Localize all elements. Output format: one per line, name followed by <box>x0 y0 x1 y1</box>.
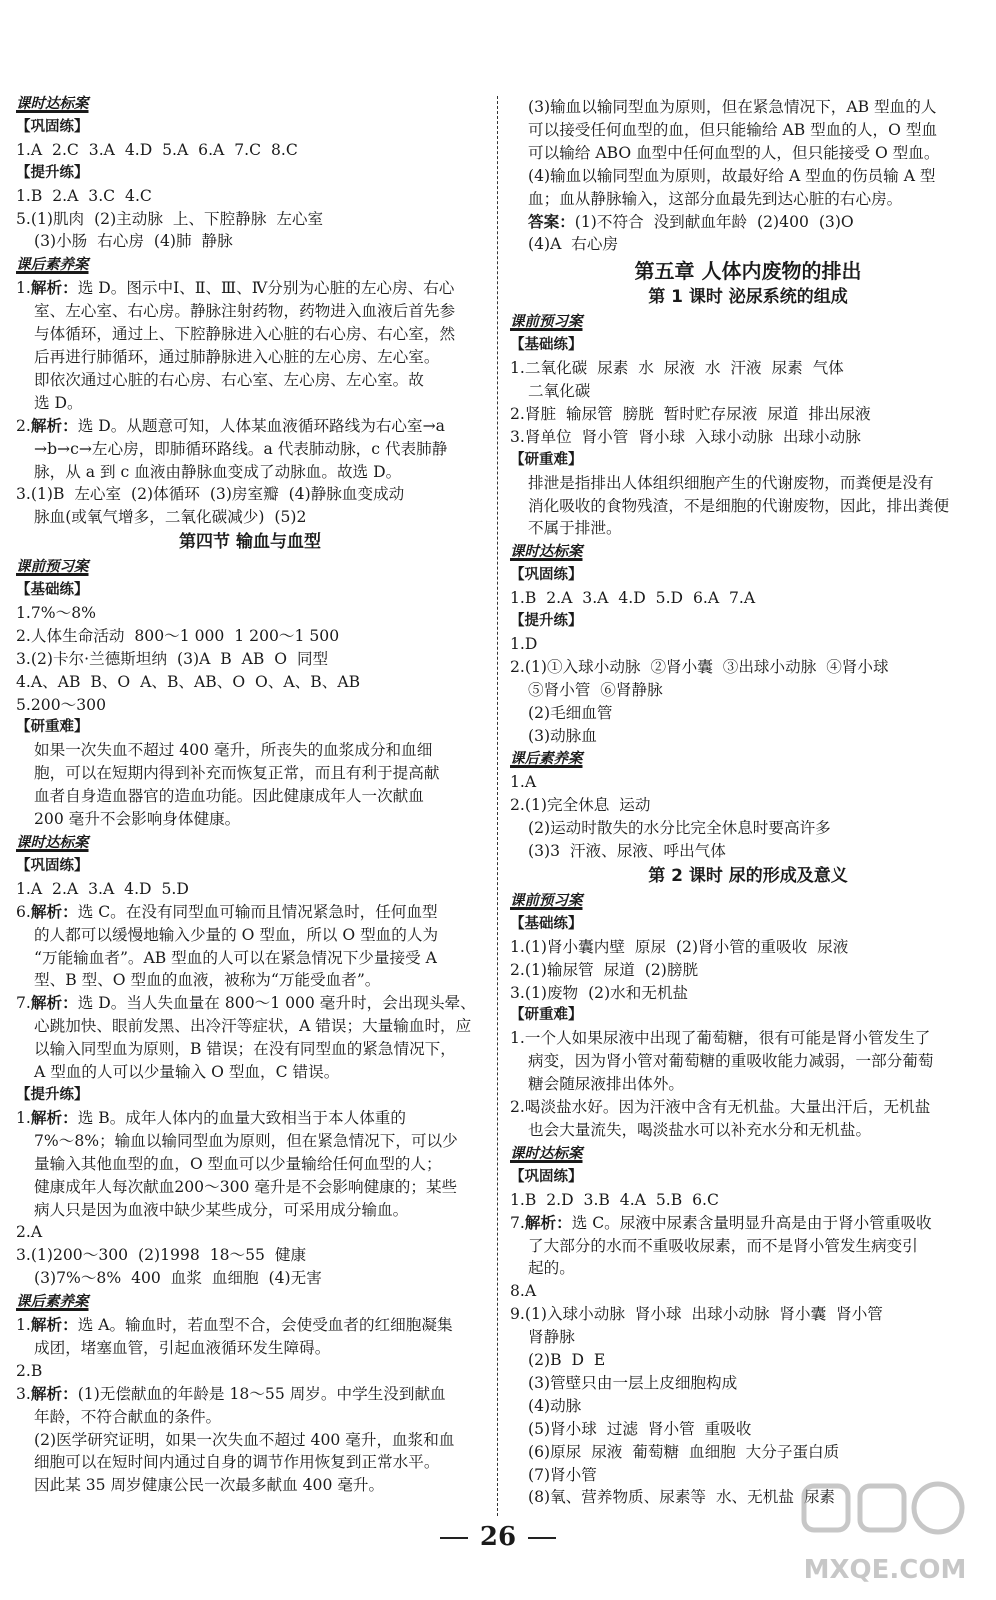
text-line: 2.(1)输尿管 尿道 (2)膀胱 <box>510 960 699 979</box>
text-line: (2)医学研究证明，如果一次失血不超过 400 毫升，血浆和血 <box>34 1430 455 1449</box>
text-line: 2.A <box>16 1223 43 1242</box>
text-line: 血者自身造血器官的造血功能。因此健康成年人一次献血 <box>34 787 424 806</box>
text-line: (3)输血以输同型血为原则，但在紧急情况下，AB 型血的人 <box>528 98 937 116</box>
text-line: 选 D。 <box>34 393 83 412</box>
text-line: “万能输血者”。AB 型血的人可以在紧急情况下少量接受 A <box>34 948 437 967</box>
text-line: (3)管壁只由一层上皮细胞构成 <box>528 1373 738 1392</box>
answer-key-label: 解析： <box>524 1212 572 1232</box>
text-line: 胞，可以在短期内得到补充而恢复正常，而且有利于提高献 <box>34 764 440 783</box>
text-line: 1.A 2.A 3.A 4.D 5.D <box>16 879 189 898</box>
text-line: 即依次通过心脏的右心房、右心室、左心房、左心室。故 <box>34 370 424 389</box>
text-line: (3)7%～8% 400 血浆 血细胞 (4)无害 <box>34 1269 322 1288</box>
answer-key-label: 解析： <box>30 1315 78 1335</box>
text-line: 1.7%～8% <box>16 603 96 622</box>
text-line: 3.解析：(1)无偿献血的年龄是 18～55 周岁。中学生没到献血 <box>16 1383 446 1403</box>
text-line: 心跳加快、眼前发黑、出冷汗等症状，A 错误；大量输血时，应 <box>34 1017 472 1036</box>
section-header: 课时达标案 <box>16 835 89 851</box>
text-line: 糖会随尿液排出体外。 <box>528 1075 684 1094</box>
text-line: 1.A 2.C 3.A 4.D 5.A 6.A 7.C 8.C <box>16 140 298 159</box>
text-line: 1.解析：选 A。输血时，若血型不合，会使受血者的红细胞凝集 <box>16 1315 453 1335</box>
text-line: 后再进行肺循环，通过肺静脉进入心脏的左心房、左心室。 <box>34 347 440 366</box>
text-line: 2.解析：选 D。从题意可知，人体某血液循环路线为右心室→a <box>16 415 445 435</box>
text-line: 脉，从 a 到 c 血液由静脉血变成了动脉血。故选 D。 <box>34 462 402 481</box>
right-column <box>510 96 986 1509</box>
text-line: (2)运动时散失的水分比完全休息时要高许多 <box>528 819 831 838</box>
answer-key-label: 解析： <box>30 901 78 921</box>
text-line: 了大部分的水而不重吸收尿素，而不是肾小管发生病变引 <box>528 1236 918 1255</box>
text-line: 2.B <box>16 1361 43 1380</box>
subsection-label: 【提升练】 <box>16 164 89 181</box>
text-line: 答案：(1)不符合 没到献血年龄 (2)400 (3)O <box>528 211 854 231</box>
text-line: 消化吸收的食物残渣，不是细胞的代谢废物，因此，排出粪便 <box>528 496 950 515</box>
text-line: 排泄是指排出人体组织细胞产生的代谢废物，而粪便是没有 <box>528 473 934 492</box>
text-line: 3.(1)200～300 (2)1998 18～55 健康 <box>16 1246 307 1265</box>
answer-key-label: 答案： <box>528 211 575 231</box>
text-line: 年龄，不符合献血的条件。 <box>34 1407 222 1426</box>
text-line: 1.B 2.A 3.A 4.D 5.D 6.A 7.A <box>510 589 756 608</box>
text-line: 3.(1)废物 (2)水和无机盐 <box>510 983 689 1002</box>
text-line: (3)小肠 右心房 (4)肺 静脉 <box>34 232 233 251</box>
subsection-label: 【基础练】 <box>510 915 583 932</box>
text-line: 病人只是因为血液中缺少某些成分，可采用成分输血。 <box>34 1200 409 1219</box>
answer-key-label: 解析： <box>30 278 78 298</box>
column-divider <box>497 96 498 1516</box>
text-line: 与体循环，通过上、下腔静脉进入心脏的右心房、右心室，然 <box>34 325 456 344</box>
text-line: 1.二氧化碳 尿素 水 尿液 水 汗液 尿素 气体 <box>510 359 844 378</box>
watermark-icon <box>800 1478 970 1588</box>
page-number: 26 <box>479 1522 517 1552</box>
text-line: 可以输给 ABO 血型中任何血型的人，但只能接受 O 型血。 <box>528 143 940 162</box>
answer-key-label: 解析： <box>30 415 78 435</box>
watermark-url: MXQE.COM <box>803 1555 967 1585</box>
text-line: 7.解析：选 C。尿液中尿素含量明显升高是由于肾小管重吸收 <box>510 1212 932 1232</box>
text-line: →b→c→左心房，即肺循环路线。a 代表肺动脉，c 代表肺静 <box>34 439 448 458</box>
text-line: 脉血(或氧气增多，二氧化碳减少) (5)2 <box>34 508 307 527</box>
text-line: A 型血的人可以少量输入 O 型血，C 错误。 <box>34 1063 340 1082</box>
answer-key-label: 解析： <box>30 1383 78 1403</box>
text-line: 3.(1)B 左心室 (2)体循环 (3)房室瓣 (4)静脉血变成动 <box>16 485 405 504</box>
text-line: 2.(1)①入球小动脉 ②肾小囊 ③出球小动脉 ④肾小球 <box>510 657 889 676</box>
text-line: 1.A <box>510 773 537 792</box>
text-line: 5.(1)肌肉 (2)主动脉 上、下腔静脉 左心室 <box>16 209 324 228</box>
text-line: (5)肾小球 过滤 肾小管 重吸收 <box>528 1419 752 1438</box>
section-header: 课前预习案 <box>510 892 583 909</box>
footer-dash-left <box>440 1537 468 1539</box>
text-line: 型、B 型、O 型血的血液，被称为“万能受血者”。 <box>34 971 381 990</box>
section-header: 课后素养案 <box>16 1294 89 1311</box>
text-line: 成团，堵塞血管，引起血液循环发生障碍。 <box>34 1338 331 1357</box>
text-line: 5.200～300 <box>16 695 106 714</box>
text-line: 3.(2)卡尔·兰德斯坦纳 (3)A B AB O 同型 <box>16 649 329 668</box>
text-line: 量输入其他血型的血，O 型血可以少量输给任何血型的人； <box>34 1154 442 1173</box>
subsection-label: 【基础练】 <box>510 337 583 354</box>
text-line: 细胞可以在短时间内通过自身的调节作用恢复到正常水平。 <box>34 1453 440 1472</box>
section-header: 课时达标案 <box>16 96 89 112</box>
text-line: 200 毫升不会影响身体健康。 <box>34 810 241 829</box>
text-line: 6.解析：选 C。在没有同型血可输而且情况紧急时，任何血型 <box>16 901 438 921</box>
text-line: 以输入同型血为原则，B 错误；在没有同型血的紧急情况下， <box>34 1040 456 1059</box>
text-line: 1.B 2.A 3.C 4.C <box>16 186 152 205</box>
subsection-label: 【研重难】 <box>510 1007 583 1024</box>
text-line: 健康成年人每次献血200～300 毫升是不会影响健康的；某些 <box>34 1177 458 1196</box>
text-line: (8)氧、营养物质、尿素等 水、无机盐 尿素 <box>528 1488 836 1507</box>
text-line: 3.肾单位 肾小管 肾小球 入球小动脉 出球小动脉 <box>510 427 861 446</box>
watermark-logo <box>800 1478 970 1588</box>
text-line: 也会大量流失，喝淡盐水可以补充水分和无机盐。 <box>528 1120 872 1139</box>
text-line: 1.(1)肾小囊内壁 原尿 (2)肾小管的重吸收 尿液 <box>510 937 849 956</box>
section-title: 第 2 课时 尿的形成及意义 <box>648 866 848 886</box>
text-line: 不属于排泄。 <box>528 519 622 538</box>
text-line: (3)动脉血 <box>528 726 597 745</box>
text-line: 1.一个人如果尿液中出现了葡萄糖，很有可能是肾小管发生了 <box>510 1029 931 1048</box>
subsection-label: 【巩固练】 <box>510 567 583 584</box>
text-line: 室、左心室、右心房。静脉注射药物，药物进入血液后首先参 <box>34 302 456 321</box>
text-line: (7)肾小管 <box>528 1465 597 1484</box>
answer-key-label: 解析： <box>30 1107 78 1127</box>
text-line: 7.解析：选 D。当人失血量在 800～1 000 毫升时，会出现头晕、 <box>16 993 476 1013</box>
text-line: (6)原尿 尿液 葡萄糖 血细胞 大分子蛋白质 <box>528 1442 840 1461</box>
section-title: 第五章 人体内废物的排出 <box>634 259 862 284</box>
section-title: 第 1 课时 泌尿系统的组成 <box>648 287 848 308</box>
text-line: 8.A <box>510 1282 537 1301</box>
subsection-label: 【研重难】 <box>510 451 583 468</box>
text-line: (2)B D E <box>528 1351 606 1370</box>
subsection-label: 【巩固练】 <box>510 1168 583 1185</box>
text-line: 1.解析：选 D。图示中Ⅰ、Ⅱ、Ⅲ、Ⅳ分别为心脏的左心房、右心 <box>16 278 455 298</box>
text-line: 2.人体生命活动 800～1 000 1 200～1 500 <box>16 626 340 645</box>
text-line: 可以接受任何血型的血，但只能输给 AB 型血的人，O 型血 <box>528 120 938 139</box>
text-line: (3)3 汗液、尿液、呼出气体 <box>528 842 726 861</box>
text-line: 1.D <box>510 634 538 653</box>
text-line: 9.(1)入球小动脉 肾小球 出球小动脉 肾小囊 肾小管 <box>510 1305 883 1324</box>
text-line: (4)A 右心房 <box>528 235 619 254</box>
section-title: 第四节 输血与血型 <box>179 532 321 553</box>
text-line: 病变，因为肾小管对葡萄糖的重吸收能力减弱，一部分葡萄 <box>528 1052 934 1071</box>
subsection-label: 【巩固练】 <box>16 118 89 135</box>
text-line: 起的。 <box>528 1259 575 1278</box>
subsection-label: 【提升练】 <box>510 613 583 630</box>
subsection-label: 【巩固练】 <box>16 857 89 874</box>
section-header: 课前预习案 <box>16 559 89 576</box>
subsection-label: 【提升练】 <box>16 1086 89 1103</box>
text-line: 1.解析：选 B。成年人体内的血量大致相当于本人体重的 <box>16 1107 406 1127</box>
left-column <box>16 92 484 1497</box>
text-line: ⑤肾小管 ⑥肾静脉 <box>528 680 663 699</box>
text-line: 4.A、AB B、O A、B、AB、O O、A、B、AB <box>16 672 361 691</box>
text-line: 2.肾脏 输尿管 膀胱 暂时贮存尿液 尿道 排出尿液 <box>510 404 871 423</box>
section-header: 课时达标案 <box>510 1145 583 1162</box>
text-line: (2)毛细血管 <box>528 703 613 722</box>
section-header: 课后素养案 <box>510 751 583 768</box>
subsection-label: 【研重难】 <box>16 719 89 736</box>
text-line: 因此某 35 周岁健康公民一次最多献血 400 毫升。 <box>34 1476 385 1495</box>
text-line: 二氧化碳 <box>528 381 591 400</box>
section-header: 课后素养案 <box>16 257 89 274</box>
footer-dash-right <box>528 1537 556 1539</box>
text-line: 2.(1)完全休息 运动 <box>510 796 651 815</box>
text-line: 1.B 2.D 3.B 4.A 5.B 6.C <box>510 1190 719 1209</box>
section-header: 课前预习案 <box>510 314 583 331</box>
text-line: 7%～8%；输血以输同型血为原则，但在紧急情况下，可以少 <box>34 1131 458 1150</box>
section-header: 课时达标案 <box>510 544 583 561</box>
subsection-label: 【基础练】 <box>16 582 89 599</box>
text-line: 血；血从静脉输入，这部分血最先到达心脏的右心房。 <box>528 189 903 208</box>
text-line: 2.喝淡盐水好。因为汗液中含有无机盐。大量出汗后，无机盐 <box>510 1098 931 1117</box>
text-line: 的人都可以缓慢地输入少量的 O 型血，所以 O 型血的人为 <box>34 925 439 944</box>
text-line: (4)输血以输同型血为原则，故最好给 A 型血的伤员输 A 型 <box>528 166 936 185</box>
text-line: (4)动脉 <box>528 1396 582 1415</box>
text-line: 如果一次失血不超过 400 毫升，所丧失的血浆成分和血细 <box>34 741 433 760</box>
text-line: 肾静脉 <box>528 1328 575 1347</box>
answer-key-label: 解析： <box>30 993 78 1013</box>
